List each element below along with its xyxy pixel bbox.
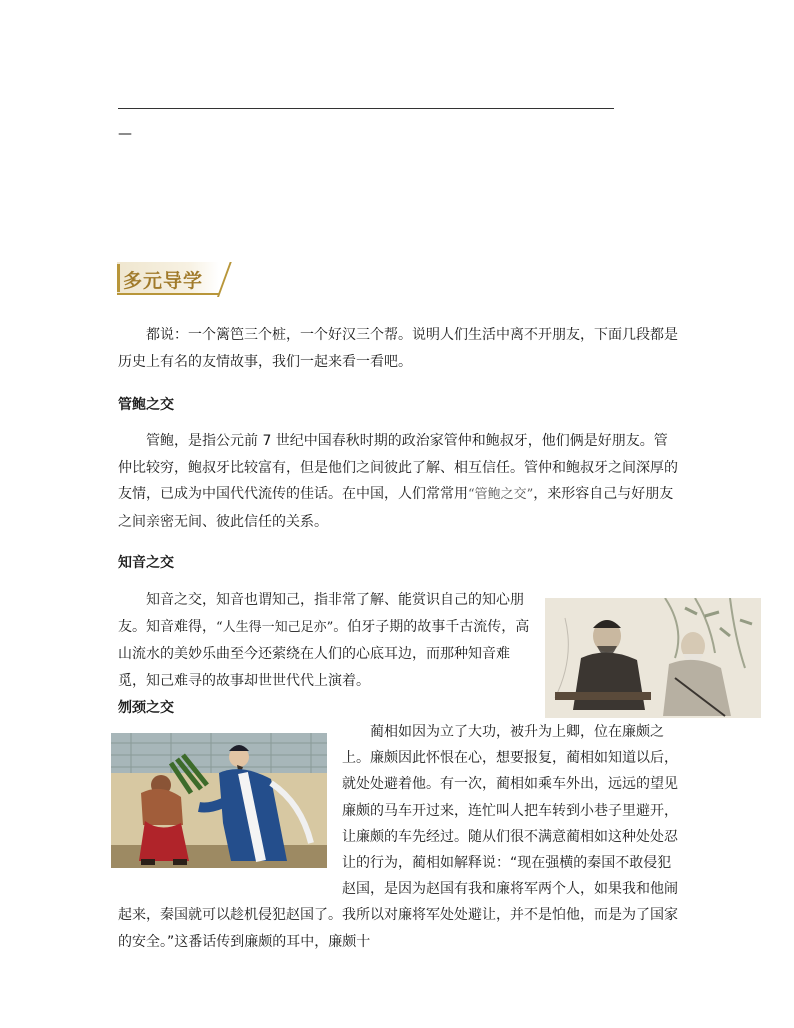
story2-quote: “人生得一知己足亦” xyxy=(216,619,334,635)
story3-text: 蔺相如因为立了大功，被升为上卿，位在廉颇之上。廉颇因此怀恨在心，想要报复，蔺相如知道以后，就处处避着他。有一次，蔺相如乘车外出，远远的望见廉颇的马车开过来，连忙叫人把车转到小巷子里避开，让廉颇的车先经过。随从们很不满意蔺相如这种处处忍让的行为，蔺相如解释说：“现在强横的秦国不敢侵犯赵国，是因为赵国有我和廉将军两个人，如果我和他闹起来，秦国就可以趁机侵犯赵国了。我所以对廉将军处处避让，并不是怕他，而是为了国家的安全。”这番话传到廉颇的耳中，廉颇十 xyxy=(118,724,678,950)
story2-title: 知音之交 xyxy=(118,555,174,571)
story2-text-after: 。伯牙子期的故事千古流传，高山流水的美妙乐曲至今还萦绕在人们的心底耳边，而那种知音难觅，知己难寻的故事却世世代代上演着。 xyxy=(118,618,530,689)
story1-text-before: 管鲍，是指公元前 7 世纪中国春秋时期的政治家管仲和鲍叔牙，他们俩是好朋友。管仲比较穷，鲍叔牙比较富有，但是他们之间彼此了解、相互信任。管仲和鲍叔牙之间深厚的友情，已成为中国代代流传的佳话。在中国，人们常常用 xyxy=(118,433,678,502)
section-banner xyxy=(117,262,225,294)
header-rule xyxy=(118,108,614,109)
intro-paragraph: 都说：一个篱笆三个桩，一个好汉三个帮。说明人们生活中离不开朋友，下面几段都是历史上有名的友情故事，我们一起来看一看吧。 xyxy=(118,327,678,370)
story1-quote: “管鲍之交” xyxy=(468,487,534,502)
story1-text-after: ，来形容自己与好朋友之间亲密无间、彼此信任的关系。 xyxy=(118,486,674,530)
story3-paragraph xyxy=(118,719,680,955)
story1-title: 管鲍之交 xyxy=(118,397,174,413)
ink-painting-svg xyxy=(545,598,761,718)
banner-title: 多元导学 xyxy=(123,270,204,292)
banner-slant xyxy=(217,262,232,297)
header-dash: — xyxy=(118,126,132,142)
banner-accent-bar xyxy=(117,264,120,292)
banner-underline xyxy=(117,293,219,295)
story3-title: 刎颈之交 xyxy=(118,700,174,716)
story1-paragraph xyxy=(118,428,680,535)
story3-image-float xyxy=(118,719,342,877)
story2-text-before: 知音之交，知音也谓知己，指非常了解、能赏识自己的知心朋友。知音难得， xyxy=(118,592,524,635)
story2-paragraph xyxy=(118,587,530,694)
ink-painting-image xyxy=(545,598,761,718)
